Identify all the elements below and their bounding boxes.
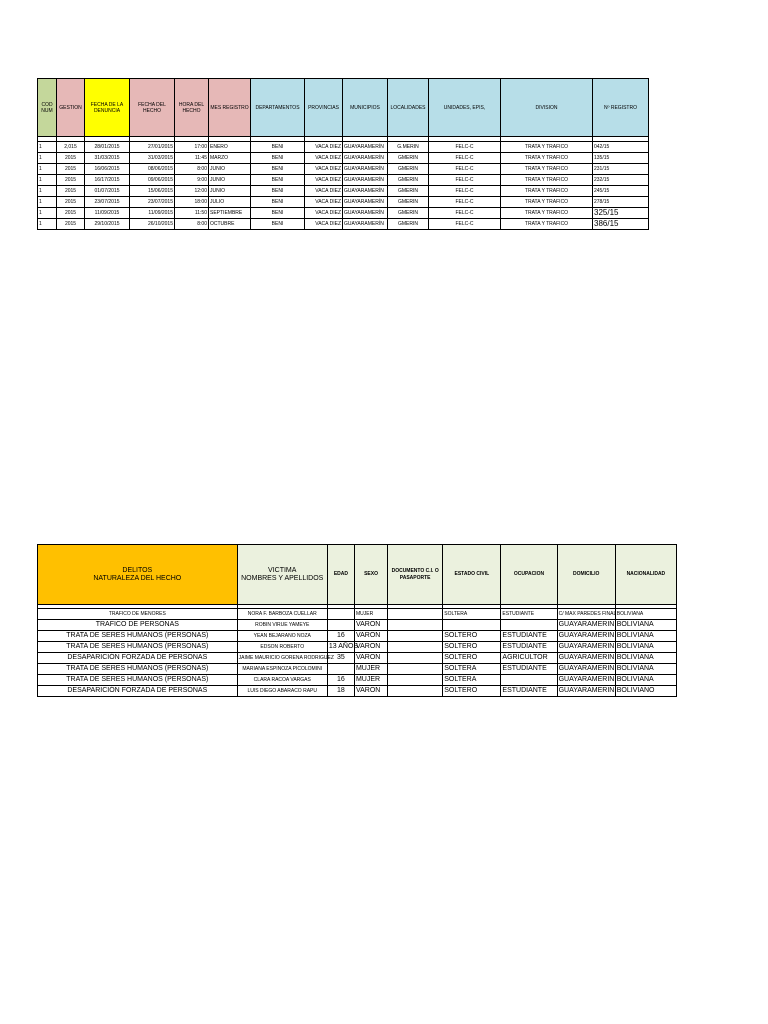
denuncia-cell: 2015 <box>57 175 85 186</box>
victima-cell <box>388 675 443 686</box>
victima-row <box>38 653 677 664</box>
victima-cell: SOLTERA <box>443 664 501 675</box>
denuncia-cell: 232/15 <box>593 175 649 186</box>
denuncia-cell: 28/01/2015 <box>85 142 130 153</box>
denuncia-cell: 325/15 <box>593 208 649 219</box>
victima-cell: GUAYARAMERIN <box>557 686 615 697</box>
denuncia-cell: TRATA Y TRAFICO <box>501 153 593 164</box>
victima-cell: VARON <box>354 620 387 631</box>
denuncia-cell: 278/15 <box>593 197 649 208</box>
denuncia-cell: BENI <box>251 208 305 219</box>
denuncia-cell: GUAYARAMERÍN <box>343 175 388 186</box>
denuncia-row <box>38 142 649 153</box>
denuncia-cell: SEPTIEMBRE <box>209 208 251 219</box>
denuncia-cell: 2,015 <box>57 142 85 153</box>
col-header-division: DIVISION <box>501 79 593 137</box>
denuncia-cell: VACA DIEZ <box>305 197 343 208</box>
victima-cell: SOLTERO <box>443 642 501 653</box>
denuncia-cell: GUAYARAMERÍN <box>343 208 388 219</box>
col-header-municipios: MUNICIPIOS <box>343 79 388 137</box>
victima-cell <box>388 620 443 631</box>
denuncias-table <box>37 78 649 230</box>
col-header-victima <box>237 545 327 605</box>
victima-cell <box>443 620 501 631</box>
denuncia-cell: GMERIN <box>388 175 429 186</box>
col-header-n-registro: Nº REGISTRO <box>593 79 649 137</box>
denuncia-cell: 9:00 <box>175 175 209 186</box>
victima-cell: BOLIVIANA <box>615 642 676 653</box>
denuncia-row <box>38 208 649 219</box>
col-header-mes-registro: MES REGISTRO <box>209 79 251 137</box>
denuncia-cell: GMERIN <box>388 186 429 197</box>
victima-cell: VARON <box>354 653 387 664</box>
denuncia-cell: FELC-C <box>429 208 501 219</box>
victima-cell: SOLTERO <box>443 686 501 697</box>
col-header-localidades: LOCALIDADES <box>388 79 429 137</box>
denuncia-cell: TRATA Y TRAFICO <box>501 164 593 175</box>
denuncia-cell: 31/03/2015 <box>130 153 175 164</box>
denuncia-cell: 23/07/2015 <box>130 197 175 208</box>
victima-cell: ESTUDIANTE <box>501 686 557 697</box>
denuncia-cell: VACA DIEZ <box>305 175 343 186</box>
denuncia-cell: 2015 <box>57 186 85 197</box>
victima-cell: TRATA DE SERES HUMANOS (PERSONAS) <box>38 664 238 675</box>
denuncia-cell: 245/15 <box>593 186 649 197</box>
denuncia-cell: VACA DIEZ <box>305 164 343 175</box>
col-header-edad: EDAD <box>327 545 354 605</box>
victima-label: VICTIMA <box>268 566 297 574</box>
denuncia-cell: FELC-C <box>429 142 501 153</box>
denuncia-cell: VACA DIEZ <box>305 208 343 219</box>
denuncia-cell: 1 <box>38 197 57 208</box>
denuncia-cell: ENERO <box>209 142 251 153</box>
victimas-header-row <box>38 545 677 605</box>
victima-row <box>38 620 677 631</box>
victima-cell: BOLIVIANA <box>615 609 676 620</box>
denuncia-cell: GMERIN <box>388 153 429 164</box>
victima-row <box>38 686 677 697</box>
victima-cell <box>327 609 354 620</box>
denuncia-cell: TRATA Y TRAFICO <box>501 175 593 186</box>
denuncia-row <box>38 175 649 186</box>
victima-cell: VARON <box>354 642 387 653</box>
denuncia-cell: 15/06/2015 <box>130 186 175 197</box>
col-header-departamentos: DEPARTAMENTOS <box>251 79 305 137</box>
denuncia-row <box>38 164 649 175</box>
victima-cell: 13 AÑOS <box>327 642 354 653</box>
victima-cell: BOLIVIANA <box>615 664 676 675</box>
victima-row <box>38 631 677 642</box>
denuncia-cell: 042/15 <box>593 142 649 153</box>
victima-cell: GUAYARAMERIN <box>557 664 615 675</box>
victima-cell <box>388 653 443 664</box>
denuncia-cell: 12:00 <box>175 186 209 197</box>
denuncia-cell: BENI <box>251 175 305 186</box>
denuncia-cell: GMERIN <box>388 208 429 219</box>
denuncia-cell: 29/10/2015 <box>85 219 130 230</box>
victima-cell: ESTUDIANTE <box>501 631 557 642</box>
denuncia-cell: TRATA Y TRAFICO <box>501 142 593 153</box>
denuncia-cell: JULIO <box>209 197 251 208</box>
denuncia-cell: FELC-C <box>429 164 501 175</box>
victima-cell: GUAYARAMERIN <box>557 675 615 686</box>
victima-cell: MARIANA ESPINOZA PICOLOMINI <box>237 664 327 675</box>
victima-cell: ESTUDIANTE <box>501 664 557 675</box>
victima-cell: GUAYARAMERIN <box>557 642 615 653</box>
denuncia-cell: 01/07/2015 <box>85 186 130 197</box>
victima-cell: GUAYARAMERIN <box>557 631 615 642</box>
denuncia-cell: 2015 <box>57 153 85 164</box>
col-header-provincias: PROVINCIAS <box>305 79 343 137</box>
victima-cell: SOLTERO <box>443 653 501 664</box>
denuncia-cell: GMERIN <box>388 219 429 230</box>
denuncia-cell: GUAYARAMERÍN <box>343 197 388 208</box>
victima-cell: C/ MAX PAREDES FINAL <box>557 609 615 620</box>
delitos-label: DELITOS <box>122 566 153 574</box>
denuncia-cell: BENI <box>251 142 305 153</box>
victima-cell: 16 <box>327 675 354 686</box>
denuncia-cell: 27/01/2015 <box>130 142 175 153</box>
denuncia-cell: 16/06/2015 <box>85 164 130 175</box>
victima-cell: VARON <box>354 631 387 642</box>
victima-cell <box>388 631 443 642</box>
denuncia-cell: FELC-C <box>429 197 501 208</box>
victima-cell: MUJER <box>354 675 387 686</box>
denuncia-row <box>38 153 649 164</box>
denuncia-cell: 1 <box>38 219 57 230</box>
denuncia-cell: MARZO <box>209 153 251 164</box>
denuncia-cell: TRATA Y TRAFICO <box>501 219 593 230</box>
denuncia-cell: VACA DIEZ <box>305 153 343 164</box>
victima-cell <box>327 664 354 675</box>
col-header-ocupacion: OCUPACION <box>501 545 557 605</box>
naturaleza-label: NATURALEZA DEL HECHO <box>93 574 182 582</box>
victima-cell: BOLIVIANA <box>615 675 676 686</box>
col-header-gestion: GESTION <box>57 79 85 137</box>
denuncia-cell: 1 <box>38 142 57 153</box>
denuncia-cell: FELC-C <box>429 153 501 164</box>
victima-cell: BOLIVIANA <box>615 653 676 664</box>
col-header-fecha-hecho: FECHA DEL HECHO <box>130 79 175 137</box>
denuncia-cell: 11:50 <box>175 208 209 219</box>
victima-cell: 16 <box>327 631 354 642</box>
col-header-documento: DOCUMENTO C.I. O PASAPORTE <box>388 545 443 605</box>
denuncia-cell: JUNIO <box>209 186 251 197</box>
victima-cell: SOLTERO <box>443 631 501 642</box>
victima-cell: ESTUDIANTE <box>501 609 557 620</box>
victima-cell <box>327 620 354 631</box>
denuncia-cell: 08/06/2015 <box>130 164 175 175</box>
denuncia-cell: BENI <box>251 186 305 197</box>
denuncia-cell: 2015 <box>57 219 85 230</box>
denuncia-cell: GUAYARAMERÍN <box>343 164 388 175</box>
victima-cell: DESAPARICIÓN FORZADA DE PERSONAS <box>38 653 238 664</box>
victima-cell <box>388 664 443 675</box>
denuncia-cell: TRATA Y TRAFICO <box>501 208 593 219</box>
col-header-cod-num: COD NUM <box>38 79 57 137</box>
col-header-delitos <box>38 545 238 605</box>
denuncia-cell: 231/15 <box>593 164 649 175</box>
denuncia-cell: GMERIN <box>388 164 429 175</box>
denuncia-cell: JUNIO <box>209 175 251 186</box>
denuncia-cell: 2015 <box>57 197 85 208</box>
denuncia-cell: BENI <box>251 219 305 230</box>
victima-cell: TRATA DE SERES HUMANOS (PERSONAS) <box>38 642 238 653</box>
denuncia-cell: GUAYARAMERÍN <box>343 186 388 197</box>
denuncia-cell: 1 <box>38 175 57 186</box>
victima-row <box>38 609 677 620</box>
victima-row <box>38 642 677 653</box>
victima-cell: VARON <box>354 686 387 697</box>
victima-cell: JAIME MAURICIO GORENA RODRIGUEZ <box>237 653 327 664</box>
victima-cell <box>501 620 557 631</box>
nombres-label: NOMBRES Y APELLIDOS <box>241 574 324 582</box>
victima-cell: SOLTERA <box>443 675 501 686</box>
victima-cell: SOLTERA <box>443 609 501 620</box>
victima-cell: ROBIN VIRUE YAMEYE <box>237 620 327 631</box>
denuncia-cell: VACA DIEZ <box>305 219 343 230</box>
col-header-unidades: UNIDADES, EPIS, <box>429 79 501 137</box>
victima-cell <box>388 686 443 697</box>
denuncia-cell: 1 <box>38 164 57 175</box>
denuncia-cell: 1 <box>38 153 57 164</box>
denuncia-cell: TRATA Y TRAFICO <box>501 186 593 197</box>
victima-cell: BOLIVIANA <box>615 631 676 642</box>
victima-cell <box>501 675 557 686</box>
denuncia-cell: TRATA Y TRAFICO <box>501 197 593 208</box>
victima-cell: TRATA DE SERES HUMANOS (PERSONAS) <box>38 675 238 686</box>
denuncia-cell: 23/07/2015 <box>85 197 130 208</box>
col-header-estado-civil: ESTADO CIVIL <box>443 545 501 605</box>
denuncia-cell: 09/06/2015 <box>130 175 175 186</box>
denuncia-cell: GUAYARAMERÍN <box>343 219 388 230</box>
victima-cell: BOLIVIANA <box>615 620 676 631</box>
denuncia-cell: 11:45 <box>175 153 209 164</box>
denuncia-cell: 16/17/2015 <box>85 175 130 186</box>
denuncia-cell: BENI <box>251 153 305 164</box>
denuncia-cell: BENI <box>251 164 305 175</box>
denuncia-cell: 17:00 <box>175 142 209 153</box>
victima-cell: TRATA DE SERES HUMANOS (PERSONAS) <box>38 631 238 642</box>
denuncia-row <box>38 197 649 208</box>
victima-cell: MUJER <box>354 609 387 620</box>
denuncia-cell: 1 <box>38 208 57 219</box>
denuncia-cell: GUAYARAMERÍN <box>343 153 388 164</box>
victima-cell: DESAPARICIÓN FORZADA DE PERSONAS <box>38 686 238 697</box>
victima-cell: LUIS DIEGO ABARACO RAPU <box>237 686 327 697</box>
victima-cell: 35 <box>327 653 354 664</box>
victima-cell: NORA F. BARBOZA CUELLAR <box>237 609 327 620</box>
denuncia-cell: 135/15 <box>593 153 649 164</box>
denuncia-cell: 1 <box>38 186 57 197</box>
victima-row <box>38 675 677 686</box>
victima-cell: YEAN BEJARANO NOZA <box>237 631 327 642</box>
denuncia-cell: GMERIN <box>388 197 429 208</box>
denuncia-cell: JUNIO <box>209 164 251 175</box>
victima-cell: ESTUDIANTE <box>501 642 557 653</box>
denuncia-cell: GUAYARAMERÍN <box>343 142 388 153</box>
denuncia-row <box>38 186 649 197</box>
denuncia-cell: 31/03/2015 <box>85 153 130 164</box>
victima-cell <box>388 642 443 653</box>
denuncia-cell: BENI <box>251 197 305 208</box>
denuncia-cell: 18:00 <box>175 197 209 208</box>
denuncia-cell: 26/10/2015 <box>130 219 175 230</box>
denuncia-cell: 386/15 <box>593 219 649 230</box>
victima-cell: GUAYARAMERIN <box>557 653 615 664</box>
victima-cell: TRAFICO DE MENORES <box>38 609 238 620</box>
denuncia-cell: 2015 <box>57 164 85 175</box>
victima-cell <box>388 609 443 620</box>
denuncia-cell: FELC-C <box>429 186 501 197</box>
victima-cell: 18 <box>327 686 354 697</box>
denuncia-cell: VACA DIEZ <box>305 186 343 197</box>
victima-row <box>38 664 677 675</box>
victima-cell: GUAYARAMERIN <box>557 620 615 631</box>
denuncia-cell: VACA DIEZ <box>305 142 343 153</box>
denuncias-header-row <box>38 79 649 137</box>
col-header-domicilio: DOMICILIO <box>557 545 615 605</box>
victima-cell: MUJER <box>354 664 387 675</box>
victima-cell: TRAFICO DE PERSONAS <box>38 620 238 631</box>
denuncia-cell: 8:00 <box>175 219 209 230</box>
victima-cell: AGRICULTOR <box>501 653 557 664</box>
denuncia-cell: 11/09/2015 <box>85 208 130 219</box>
victima-cell: BOLIVIANO <box>615 686 676 697</box>
victima-cell: CLARA RACOA VARGAS <box>237 675 327 686</box>
victimas-table <box>37 544 677 697</box>
denuncia-cell: 2015 <box>57 208 85 219</box>
denuncia-cell: G.MERIN <box>388 142 429 153</box>
denuncia-row <box>38 219 649 230</box>
col-header-sexo: SEXO <box>354 545 387 605</box>
col-header-fecha-denuncia: FECHA DE LA DENUNCIA <box>85 79 130 137</box>
victima-cell: EDSON ROBERTO <box>237 642 327 653</box>
col-header-nacionalidad: NACIONALIDAD <box>615 545 676 605</box>
denuncia-cell: FELC-C <box>429 219 501 230</box>
denuncia-cell: 8:00 <box>175 164 209 175</box>
col-header-hora-hecho: HORA DEL HECHO <box>175 79 209 137</box>
denuncia-cell: 11/09/2015 <box>130 208 175 219</box>
denuncia-cell: OCTUBRE <box>209 219 251 230</box>
denuncia-cell: FELC-C <box>429 175 501 186</box>
